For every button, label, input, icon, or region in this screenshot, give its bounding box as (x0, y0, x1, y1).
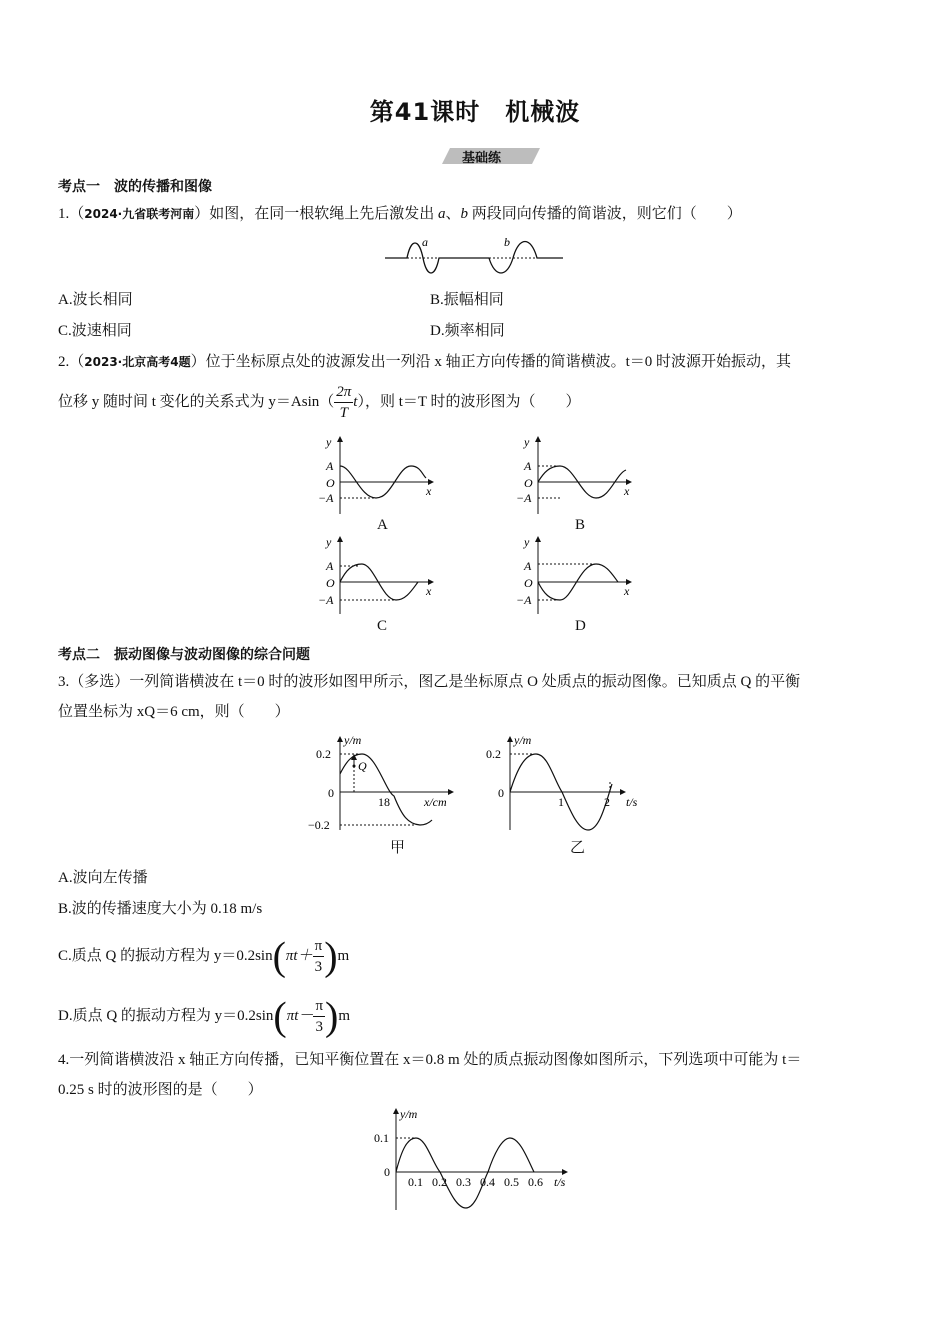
q3-option-c[interactable]: C.质点 Q 的振动方程为 y＝0.2sin(πt＋ $\frac{\pi}{3}$ )m (58, 933, 350, 979)
q2-graph-a[interactable] (310, 434, 450, 516)
q1-option-c[interactable]: C.波速相同 (58, 323, 132, 339)
svg-text:0.1: 0.1 (374, 1131, 389, 1145)
q2-graph-b[interactable] (508, 434, 648, 516)
svg-text:0.2: 0.2 (486, 747, 501, 761)
svg-text:O: O (326, 476, 335, 490)
svg-text:A: A (326, 559, 334, 573)
svg-text:O: O (524, 576, 533, 590)
wave-b-label: b (504, 235, 510, 249)
svg-text:Q: Q (358, 759, 367, 773)
svg-text:0: 0 (498, 786, 504, 800)
question-1-stem: 1.（2024·九省联考河南）如图，在同一根软绳上先后激发出 a、b 两段同向传播的简谐波，则它们（ ） (58, 206, 742, 222)
svg-text:y: y (524, 435, 530, 449)
svg-text:0.2: 0.2 (432, 1175, 447, 1189)
svg-text:y: y (326, 535, 332, 549)
svg-text:x: x (426, 584, 432, 598)
svg-text:0.6: 0.6 (528, 1175, 543, 1189)
section-badge (442, 146, 542, 166)
svg-text:1: 1 (558, 795, 564, 809)
svg-text:−A: −A (318, 491, 334, 505)
svg-text:O: O (524, 476, 533, 490)
svg-text:y/m: y/m (344, 733, 362, 747)
svg-text:0.1: 0.1 (408, 1175, 423, 1189)
svg-text:2: 2 (604, 795, 610, 809)
q3-option-a[interactable]: A.波向左传播 (58, 870, 148, 886)
q3-option-b[interactable]: B.波的传播速度大小为 0.18 m/s (58, 901, 263, 917)
q1-option-d[interactable]: D.频率相同 (430, 323, 505, 339)
svg-text:x: x (624, 584, 630, 598)
page-title: 第41课时 机械波 (369, 98, 581, 126)
svg-text:t/s: t/s (554, 1175, 566, 1189)
section-heading-2: 考点二 振动图像与波动图像的综合问题 (58, 647, 310, 663)
q4-vibration-graph (370, 1104, 580, 1214)
q3-figure-yi-caption: 乙 (570, 840, 586, 856)
svg-text:A: A (524, 459, 532, 473)
badge-label: 基础练 (462, 151, 502, 166)
question-2-source: 2023·北京高考4题 (84, 355, 191, 369)
svg-text:y: y (326, 435, 332, 449)
svg-text:0.5: 0.5 (504, 1175, 519, 1189)
svg-text:A: A (326, 459, 334, 473)
question-2-stem: 2.（2023·北京高考4题）位于坐标原点处的波源发出一列沿 x 轴正方向传播的简谐横波。t＝0 时波源开始振动，其 (58, 354, 792, 370)
q1-option-b[interactable]: B.振幅相同 (430, 292, 504, 308)
question-4-line2: 0.25 s 时的波形图的是（ ） (58, 1082, 263, 1098)
svg-text:0.3: 0.3 (456, 1175, 471, 1189)
svg-text:0.4: 0.4 (480, 1175, 495, 1189)
section-heading-1: 考点一 波的传播和图像 (58, 179, 212, 195)
svg-text:0.2: 0.2 (316, 747, 331, 761)
question-1-source: 2024·九省联考河南 (84, 207, 195, 221)
q2-graph-a-label: A (377, 517, 388, 533)
question-4-line1: 4.一列简谐横波沿 x 轴正方向传播，已知平衡位置在 x＝0.8 m 处的质点振动图像如图所示，下列选项中可能为 t＝ (58, 1052, 802, 1068)
q1-option-a[interactable]: A.波长相同 (58, 292, 133, 308)
question-3-line2: 位置坐标为 xQ＝6 cm，则（ ） (58, 704, 290, 720)
q3-option-d[interactable]: D.质点 Q 的振动方程为 y＝0.2sin(πt－ $\frac{\pi}{3}$ )m (58, 993, 351, 1039)
svg-text:y: y (524, 535, 530, 549)
svg-text:y/m: y/m (514, 733, 532, 747)
frac-2pi-over-T: $\frac{2\pi}{T}$ (336, 384, 352, 422)
svg-text:x: x (426, 484, 432, 498)
svg-text:0: 0 (384, 1165, 390, 1179)
svg-text:y/m: y/m (400, 1107, 418, 1121)
q2-graph-d-label: D (575, 618, 586, 634)
svg-text:t/s: t/s (626, 795, 638, 809)
svg-text:x/cm: x/cm (424, 795, 447, 809)
svg-text:−A: −A (318, 593, 334, 607)
q2-graph-b-label: B (575, 517, 586, 533)
svg-text:0: 0 (328, 786, 334, 800)
question-2-formula-line: 位移 y 随时间 t 变化的关系式为 y＝Asin（ $\frac{2\pi}{T}$ t），则 t＝T 时的波形图为（ ） (58, 384, 581, 422)
rope-wave-figure (385, 232, 565, 280)
question-3-line1: 3.（多选）一列简谐横波在 t＝0 时的波形如图甲所示，图乙是坐标原点 O 处质点的振动图像。已知质点 Q 的平衡 (58, 674, 801, 690)
wave-a-label: a (422, 235, 428, 249)
q2-graph-c[interactable] (310, 534, 450, 616)
q2-graph-d[interactable] (508, 534, 648, 616)
svg-text:−A: −A (516, 593, 532, 607)
svg-text:18: 18 (378, 795, 390, 809)
svg-text:A: A (524, 559, 532, 573)
svg-text:x: x (624, 484, 630, 498)
q2-graph-c-label: C (377, 618, 388, 634)
svg-text:O: O (326, 576, 335, 590)
q3-figure-jia-caption: 甲 (390, 840, 406, 856)
svg-text:−A: −A (516, 491, 532, 505)
q3-figure-jia (304, 732, 464, 832)
svg-text:−0.2: −0.2 (308, 818, 330, 832)
q3-figure-yi (484, 732, 654, 832)
